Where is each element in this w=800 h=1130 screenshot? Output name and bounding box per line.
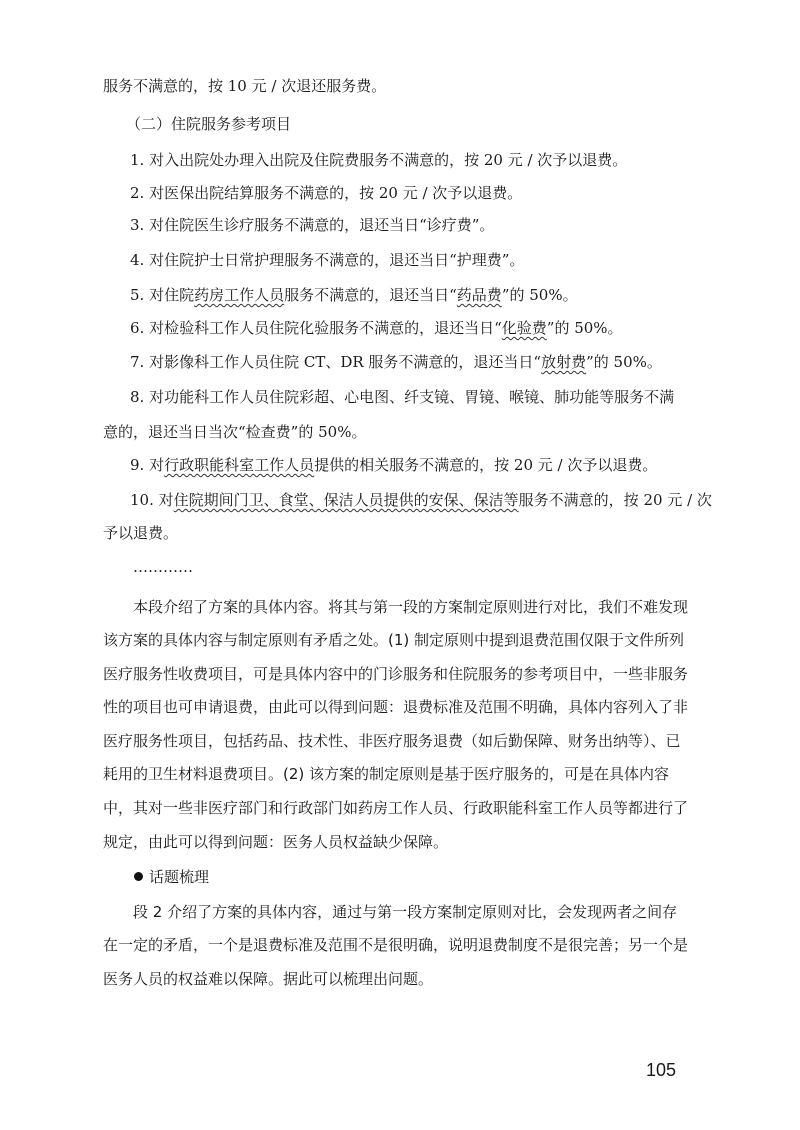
inpatient-item-7 [130,352,800,372]
topic-heading [134,867,800,887]
item-text: 对 [158,491,174,509]
item-text: ”的 50%。 [546,319,623,337]
analysis-line-8: 规定，由此可以得到问题：医务人员权益缺少保障。 [103,833,449,851]
item-text: 提供的相关服务不满意的，按 20 元 / 次予以退费。 [314,456,658,474]
inpatient-item-10-line-2: 予以退费。 [103,524,179,542]
item-text: 服务不满意的，按 20 元 / 次 [518,491,712,509]
analysis-line-2: 该方案的具体内容与制定原则有矛盾之处。(1) 制定原则中提到退费范围仅限于文件所列 [103,631,685,649]
wavy-underlined-text: 住院期间门卫、食堂、保洁人员提供的安保、保洁等 [173,491,519,509]
inpatient-item-3 [130,215,800,235]
inpatient-item-1 [130,150,800,170]
analysis-line-4: 性的项目也可申请退费，由此可以得到问题：退费标准及范围不明确，具体内容列入了非 [103,698,689,716]
item-number: 9. [130,456,145,474]
analysis-line-3: 医疗服务性收费项目，可是具体内容中的门诊服务和住院服务的参考项目中，一些非服务 [103,665,689,683]
item-text: 对检验科工作人员住院化验服务不满意的，退还当日“ [149,319,502,337]
item-text: 对影像科工作人员住院 CT、DR 服务不满意的，退还当日“ [149,353,542,371]
inpatient-item-4 [130,250,800,270]
item-number: 2. [130,184,145,202]
item-text: 对住院护士日常护理服务不满意的，退还当日“护理费”。 [149,251,525,269]
item-text: 对住院医生诊疗服务不满意的，退还当日“诊疗费”。 [149,216,495,234]
inpatient-item-5 [130,285,800,305]
item-text: ”的 50%。 [501,286,578,304]
item-text: 对功能科工作人员住院彩超、心电图、纤支镜、胃镜、喉镜、肺功能等服务不满 [149,388,675,406]
inpatient-item-9 [130,455,800,475]
item-number: 1. [130,151,145,169]
item-text: 对 [149,456,165,474]
inpatient-item-8-line-2: 意的，退还当日当次“检查费”的 50%。 [103,423,367,441]
inpatient-heading: （二）住院服务参考项目 [126,115,292,133]
page-number: 105 [646,1060,677,1080]
topic-line-3: 医务人员的权益难以保障。据此可以梳理出问题。 [103,970,434,988]
topic-line-2: 在一定的矛盾，一个是退费标准及范围不是很明确，说明退费制度不是很完善；另一个是 [103,936,689,954]
inpatient-item-2 [130,183,800,203]
item-text: 服务不满意的，退还当日“ [284,286,457,304]
item-text: 对住院 [149,286,195,304]
inpatient-item-10-line-1 [130,490,800,510]
bullet-icon [134,872,143,881]
analysis-line-5: 医疗服务性项目，包括药品、技术性、非医疗服务退费（如后勤保障、财务出纳等）、已 [103,732,681,750]
item-number: 3. [130,216,145,234]
topic-heading-text: 话题梳理 [149,868,210,886]
item-number: 10. [130,491,154,509]
wavy-underlined-text: 放射费 [541,353,587,371]
ellipsis: ………… [133,558,193,576]
item-text: 对入出院处办理入出院及住院费服务不满意的，按 20 元 / 次予以退费。 [149,151,628,169]
topic-line-1: 段 2 介绍了方案的具体内容，通过与第一段方案制定原则对比，会发现两者之间存 [133,903,678,921]
inpatient-item-8-line-1 [130,387,800,407]
item-number: 8. [130,388,145,406]
wavy-underlined-text: 药房工作人员 [194,286,285,304]
item-number: 4. [130,251,145,269]
inpatient-item-6 [130,318,800,338]
wavy-underlined-text: 化验费 [501,319,547,337]
wavy-underlined-text: 药品费 [456,286,502,304]
item-number: 6. [130,319,145,337]
outpatient-tail-line: 服务不满意的，按 10 元 / 次退还服务费。 [103,77,387,95]
analysis-line-7: 中，其对一些非医疗部门和行政部门如药房工作人员、行政职能科室工作人员等都进行了 [103,799,689,817]
analysis-line-1: 本段介绍了方案的具体内容。将其与第一段的方案制定原则进行对比，我们不难发现 [133,598,689,616]
item-text: ”的 50%。 [586,353,662,371]
item-number: 7. [130,353,145,371]
item-text: 对医保出院结算服务不满意的，按 20 元 / 次予以退费。 [149,184,523,202]
wavy-underlined-text: 行政职能科室工作人员 [164,456,315,474]
analysis-line-6: 耗用的卫生材料退费项目。(2) 该方案的制定原则是基于医疗服务的，可是在具体内容 [103,765,670,783]
item-number: 5. [130,286,145,304]
